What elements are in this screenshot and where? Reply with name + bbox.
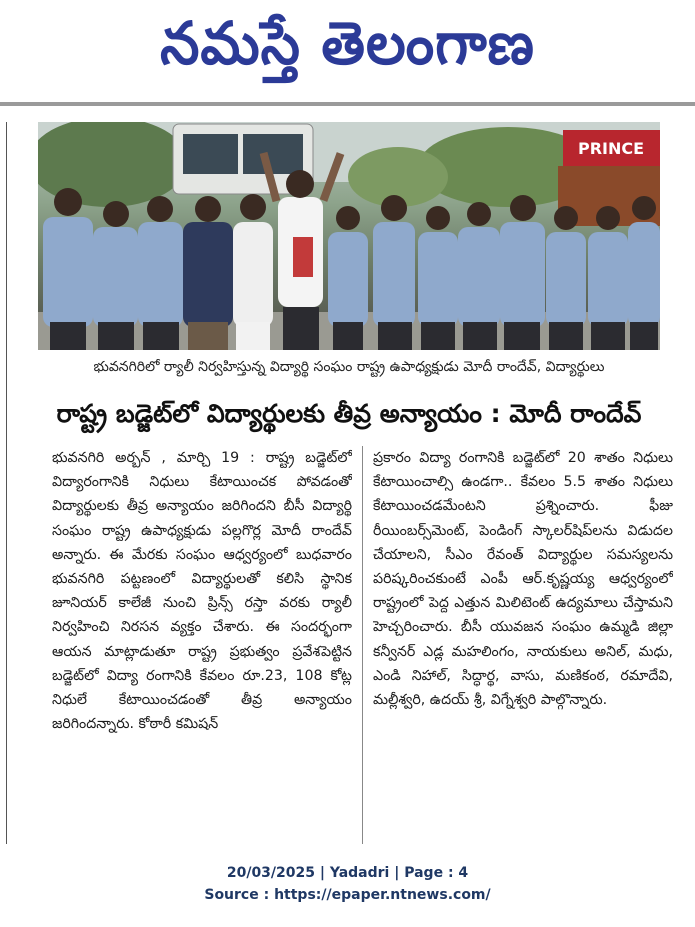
masthead [0,0,695,102]
article-paragraph-right: ప్రకారం విద్యా రంగానికి బడ్జెట్‌లో 20 శాతం నిధులు కేటాయించాల్సి ఉండగా.. కేవలం 5.5 శాతం నిధులు కేటాయించడమేంటని ప్రశ్నించారు. ఫీజు రీయింబర్స్‌మెంట్‌, పెండింగ్‌ స్కాలర్‌షిప్‌లను విడుదల చేయాలని, సీఎం రేవంత్‌ విద్యార్థుల సమస్యలను పరిష్కరించకుంటే ఎంపీ ఆర్‌.కృష్ణయ్య ఆధ్వర్యంలో రాష్ట్రంలో పెద్ద ఎత్తున మిలిటెంట్‌ ఉద్యమాలు చేస్తామని హెచ్చరించారు. బీసీ యువజన సంఘం ఉమ్మడి జిల్లా కన్వీనర్‌ ఎడ్ల మహలింగం, నాయకులు అనిల్‌, మధు, ఎండి నిహాల్‌, సిద్ధార్థ, వాసు, మణికంఠ, రమాదేవి, మల్లీశ్వరి, ఉదయ్‌ శ్రీ, విగ్నేశ్వరి పాల్గొన్నారు. [373,450,673,709]
newspaper-logo: నమస్తే తెలంగాణ [160,9,535,78]
page-footer [0,862,695,906]
masthead-rule [0,102,695,106]
page-border [6,122,7,844]
article-paragraph-left: భువనగిరి అర్బన్‌ , మార్చి 19 : రాష్ట్ర బడ్జెట్‌లో విద్యారంగానికి నిధులు కేటాయించక పోవడంతో విద్యార్థులకు తీవ్ర అన్యాయం జరిగిందని బీసీ విద్యార్థి సంఘం రాష్ట్ర ఉపాధ్యక్షుడు పల్లగొర్ల మోదీ రాందేవ్‌ అన్నారు. ఈ మేరకు సంఘం ఆధ్వర్యంలో బుధవారం భువనగిరి పట్టణంలో విద్యార్థులతో కలిసి స్థానిక జూనియర్‌ కాలేజీ నుంచి ప్రిన్స్‌ రస్తా వరకు ర్యాలీ నిర్వహించి నిరసన వ్యక్తం చేశారు. ఈ సందర్భంగా ఆయన మాట్లాడుతూ రాష్ట్ర ప్రభుత్వం ప్రవేశపెట్టిన బడ్జెట్‌లో విద్యా రంగానికి కేవలం రూ.23, 108 కోట్ల నిధులే కేటాయించడంతో తీవ్ర అన్యాయం జరిగిందన్నారు. కోఠారీ కమిషన్‌ [52,450,352,733]
edition-info: 20/03/2025 | Yadadri | Page : 4 [226,865,469,881]
photo-caption: భువనగిరిలో ర్యాలీ నిర్వహిస్తున్న విద్యార్థి సంఘం రాష్ట్ర ఉపాధ్యక్షుడు మోదీ రాందేవ్‌, విద్యార్థులు [38,350,660,386]
column-divider [362,446,363,844]
article-headline: రాష్ట్ర బడ్జెట్‌లో విద్యార్థులకు తీవ్ర అన్యాయం : మోదీ రాందేవ్‌ [56,399,642,428]
rally-photo-illustration [38,122,660,350]
article-column-right [373,446,673,844]
article-column-left [52,446,352,844]
source-link[interactable]: Source : https://epaper.ntnews.com/ [204,887,491,903]
news-photo [38,122,660,350]
shop-sign: PRINCE [577,139,645,158]
